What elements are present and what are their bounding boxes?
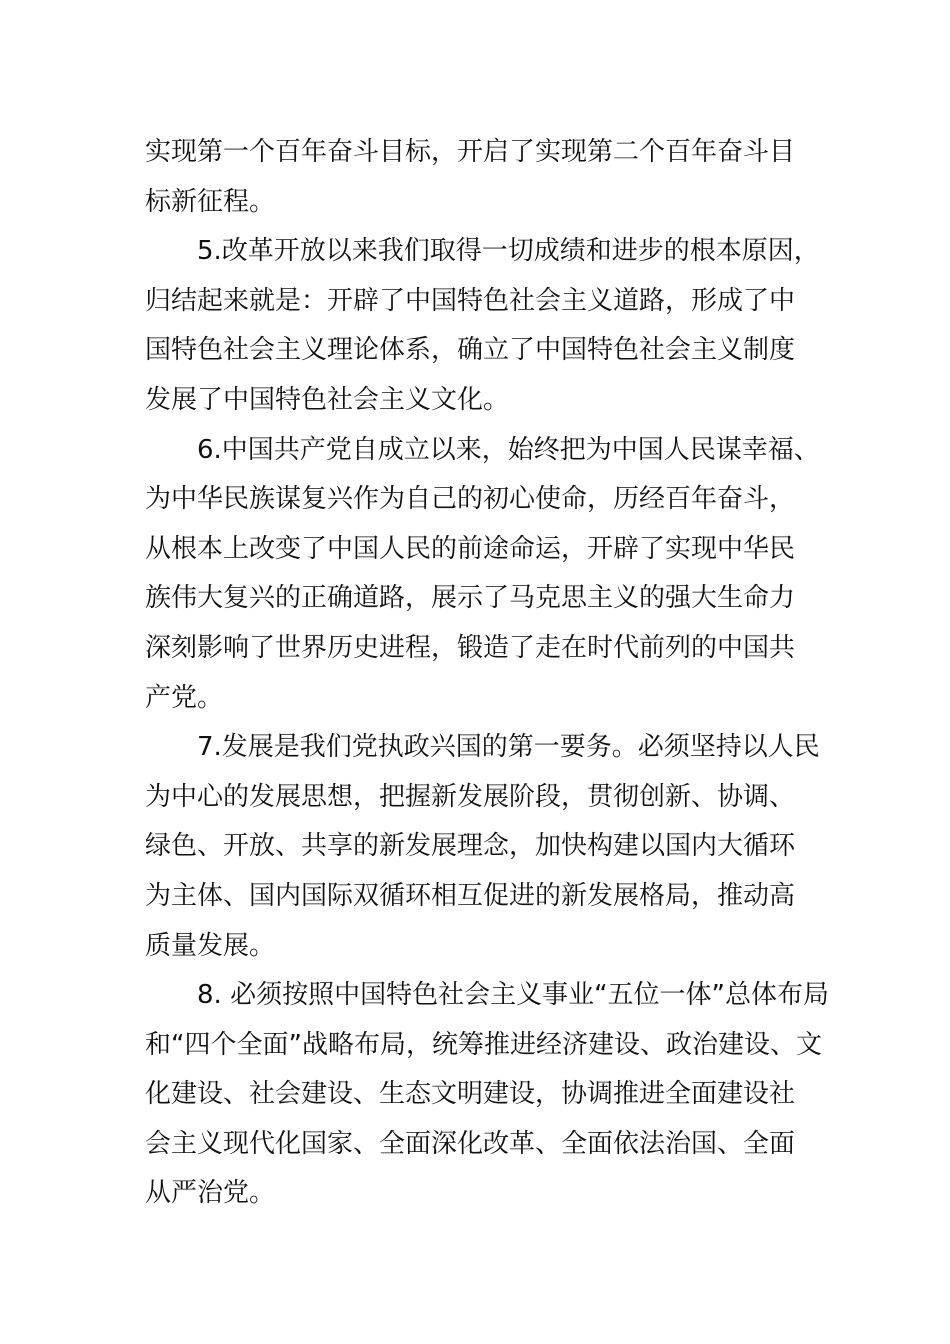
text-line: 发展了中国特色社会主义文化。 bbox=[145, 384, 510, 415]
paragraph-6-start: 6.中国共产党自成立以来，始终把为中国人民谋幸福、 bbox=[197, 434, 820, 465]
text-line: 实现第一个百年奋斗目标，开启了实现第二个百年奋斗目 bbox=[145, 137, 796, 167]
text-line: 国特色社会主义理论体系，确立了中国特色社会主义制度 bbox=[145, 335, 796, 366]
text-line: 和“四个全面”战略布局，统筹推进经济建设、政治建设、文 bbox=[145, 1029, 822, 1060]
paragraph-8-start: 8. 必须按照中国特色社会主义事业“五位一体”总体布局 bbox=[197, 980, 830, 1011]
text-line: 归结起来就是：开辟了中国特色社会主义道路，形成了中 bbox=[145, 285, 796, 316]
text-line: 为主体、国内国际双循环相互促进的新发展格局，推动高 bbox=[145, 880, 796, 911]
paragraph-7-start: 7.发展是我们党执政兴国的第一要务。必须坚持以人民 bbox=[197, 732, 820, 763]
text-line: 化建设、社会建设、生态文明建设，协调推进全面建设社 bbox=[145, 1079, 796, 1110]
text-line: 深刻影响了世界历史进程，锻造了走在时代前列的中国共 bbox=[145, 632, 796, 663]
text-line: 为中心的发展思想，把握新发展阶段，贯彻创新、协调、 bbox=[145, 781, 796, 812]
document-body bbox=[145, 128, 830, 1219]
text-line: 从严治党。 bbox=[145, 1178, 276, 1209]
text-line: 会主义现代化国家、全面深化改革、全面依法治国、全面 bbox=[145, 1128, 796, 1159]
text-line: 产党。 bbox=[145, 682, 224, 713]
text-line: 标新征程。 bbox=[145, 186, 276, 217]
text-line: 为中华民族谋复兴作为自己的初心使命，历经百年奋斗， bbox=[145, 484, 796, 515]
text-line: 绿色、开放、共享的新发展理念，加快构建以国内大循环 bbox=[145, 831, 796, 862]
paragraph-5-start: 5.改革开放以来我们取得一切成绩和进步的根本原因， bbox=[197, 236, 820, 267]
text-line: 质量发展。 bbox=[145, 930, 276, 961]
text-line: 从根本上改变了中国人民的前途命运，开辟了实现中华民 bbox=[145, 533, 796, 564]
text-line: 族伟大复兴的正确道路，展示了马克思主义的强大生命力 bbox=[145, 583, 796, 614]
